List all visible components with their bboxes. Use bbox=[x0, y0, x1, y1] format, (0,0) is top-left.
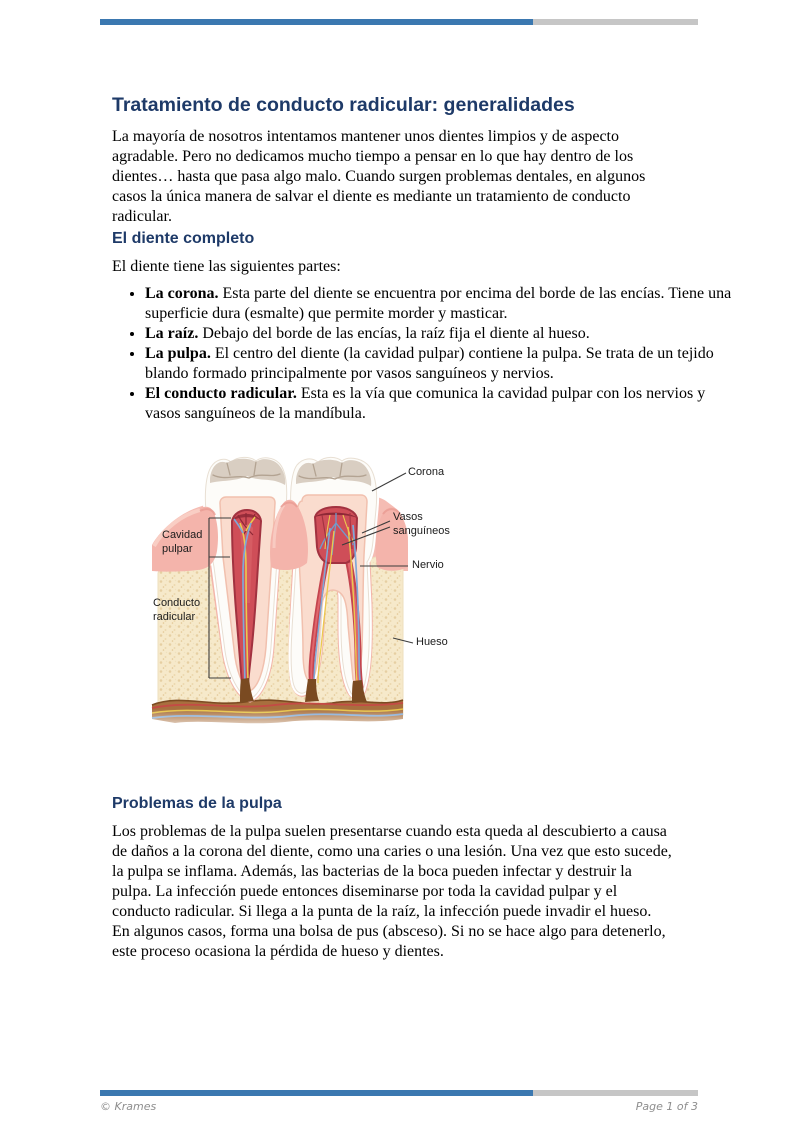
bullet-term: La raíz. bbox=[145, 325, 199, 342]
figure-label-pulp-cavity: Cavidad pulpar bbox=[162, 529, 203, 555]
pulp-problems-paragraph: Los problemas de la pulpa suelen presentarse cuando esta queda al descubierto a causa de daños a la corona del diente, como una caries o una lesión. Una vez que esto sucede, la pulpa se inflama. Además, las bacterias de la boca pueden infectar y destruir la pulpa. La infección puede entonces diseminarse por toda la cavidad pulpar y el conducto radicular. Si llega a la punta de la raíz, la infección puede invadir el hueso. En algunos casos, forma una bolsa de pus (absceso). Si no se hace algo para detenerlo, este proceso ocasiona la pérdida de hueso y dientes. bbox=[112, 823, 672, 960]
footer-bar-blue-segment bbox=[100, 1090, 533, 1096]
tooth-anatomy-illustration bbox=[150, 453, 465, 733]
footer bbox=[100, 1100, 698, 1113]
tooth-anatomy-figure bbox=[150, 453, 465, 733]
header-rule-bar bbox=[100, 19, 698, 25]
section-heading-pulp-problems: Problemas de la pulpa bbox=[112, 795, 282, 812]
figure-label-crown: Corona bbox=[408, 466, 445, 478]
header-bar-gray-segment bbox=[533, 19, 698, 25]
figure-label-nerve: Nervio bbox=[412, 559, 444, 571]
tooth-section-lead: El diente tiene las siguientes partes: bbox=[112, 258, 341, 275]
figure-label-root-canal: Conducto radicular bbox=[153, 597, 201, 623]
list-item bbox=[145, 384, 737, 424]
bullet-term: La corona. bbox=[145, 285, 219, 302]
list-item bbox=[145, 284, 737, 324]
bullet-text: Esta es la vía que comunica la cavidad pulpar con los nervios y vasos sanguíneos de la mandíbula. bbox=[145, 385, 706, 422]
page-title: Tratamiento de conducto radicular: generalidades bbox=[112, 94, 575, 116]
footer-copyright: © Krames bbox=[100, 1100, 157, 1113]
bullet-term: El conducto radicular. bbox=[145, 385, 297, 402]
list-item bbox=[145, 324, 737, 344]
list-item bbox=[145, 344, 737, 384]
bullet-text: El centro del diente (la cavidad pulpar) contiene la pulpa. Se trata de un tejido blando formado principalmente por vasos sanguíneos y nervios. bbox=[145, 345, 714, 382]
figure-label-bone: Hueso bbox=[416, 636, 448, 648]
footer-rule-bar bbox=[100, 1090, 698, 1096]
section-heading-tooth: El diente completo bbox=[112, 230, 255, 247]
figure-label-blood-vessels: Vasos sanguíneos bbox=[393, 511, 450, 537]
footer-bar-gray-segment bbox=[533, 1090, 698, 1096]
bullet-term: La pulpa. bbox=[145, 345, 211, 362]
bullet-text: Esta parte del diente se encuentra por encima del borde de las encías. Tiene una superficie dura (esmalte) que permite morder y masticar. bbox=[145, 285, 732, 322]
bullet-text: Debajo del borde de las encías, la raíz fija el diente al hueso. bbox=[198, 325, 590, 342]
bottom-fade bbox=[150, 709, 465, 733]
header-bar-blue-segment bbox=[100, 19, 533, 25]
tooth-parts-list bbox=[112, 284, 737, 424]
intro-paragraph: La mayoría de nosotros intentamos mantener unos dientes limpios y de aspecto agradable. Pero no dedicamos mucho tiempo a pensar en lo que hay dentro de los dientes… hasta que pasa algo malo. Cuando surgen problemas dentales, en algunos casos la única manera de salvar el diente es mediante un tratamiento de conducto radicular. bbox=[112, 128, 646, 225]
footer-page-indicator: Page 1 of 3 bbox=[635, 1100, 698, 1113]
